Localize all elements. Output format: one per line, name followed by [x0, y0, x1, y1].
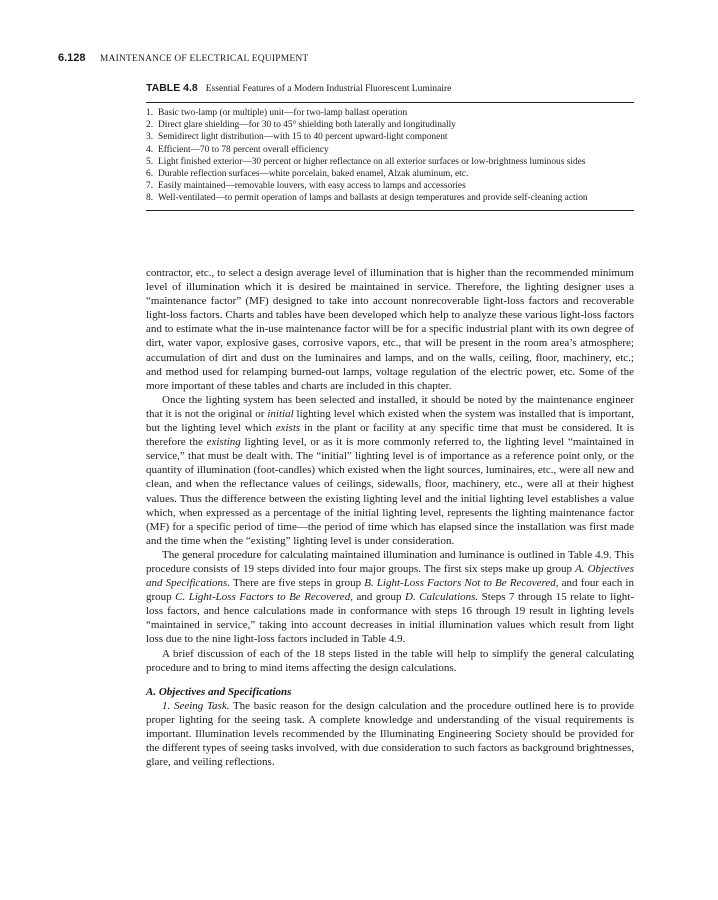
list-item: [146, 168, 634, 180]
paragraph: 1. Seeing Task. The basic reason for the design calculation and the procedure outlined here is to provide proper lighting for the seeing task. A complete knowledge and understanding of the visual requirements is important. Illumination levels recommended by the Illuminating Engineering Society should be provided for the different types of seeing tasks involved, with due consideration to such factors as background brightnesses, glare, and veiling reflections.: [146, 699, 634, 769]
item-number: 1.: [146, 108, 154, 118]
item-text: Light finished exterior—30 percent or higher reflectance on all exterior surfaces or low-brightness luminous sides: [158, 156, 586, 167]
table-4-8: [146, 82, 634, 211]
item-text: Direct glare shielding—for 30 to 45° shielding both laterally and longitudinally: [158, 120, 456, 131]
item-number: 4.: [146, 144, 154, 155]
item-text: Efficient—70 to 78 percent overall efficiency: [158, 144, 329, 155]
list-item: [146, 156, 634, 168]
list-item: [146, 144, 634, 156]
page-number: 6.128: [58, 52, 86, 64]
table-bottom-rule: [146, 210, 634, 211]
item-text: Basic two-lamp (or multiple) unit—for two-lamp ballast operation: [158, 108, 408, 118]
item-text: Easily maintained—removable louvers, with easy access to lamps and accessories: [158, 181, 466, 192]
item-number: 7.: [146, 181, 154, 192]
table-title: Essential Features of a Modern Industrial Fluorescent Luminaire: [205, 84, 452, 94]
section-heading: A. Objectives and Specifications: [146, 685, 292, 698]
paragraph: contractor, etc., to select a design average level of illumination that is higher than the recommended minimum level of illumination which it is desired be maintained in service. Therefore, the lighting designer uses a “maintenance factor” (MF) designed to take into account nonrecoverable light-loss factors and recoverable light-loss factors. Charts and tables have been developed which help to analyze these various light-loss factors and to estimate what the in-use maintenance factor will be for a specific industrial plant with its own degree of dirt, water vapor, explosive gases, corrosive vapors, etc., that will be present in the room area’s atmosphere; accumulation of dirt and dust on the luminaires and lamps, and on the walls, ceiling, floor, machinery, etc.; and method used for relamping burned-out lamps, voltage regulation of the electric power, etc. Some of the more important of these tables and charts are included in this chapter.: [146, 267, 634, 392]
list-item: [146, 180, 634, 192]
item-number: 5.: [146, 156, 154, 167]
item-number: 6.: [146, 169, 154, 180]
item-text: Durable reflection surfaces—white porcelain, baked enamel, Alzak aluminum, etc.: [158, 169, 469, 180]
table-caption: [146, 82, 634, 94]
feature-list: [146, 107, 634, 205]
list-item: [146, 119, 634, 131]
body-text: [146, 266, 634, 769]
item-text: Semidirect light distribution—with 15 to 40 percent upward-light component: [158, 132, 448, 143]
list-item: [146, 131, 634, 143]
item-text: Well-ventilated—to permit operation of lamps and ballasts at design temperatures and provide self-cleaning action: [158, 193, 588, 204]
list-item: [146, 192, 634, 204]
item-number: 2.: [146, 120, 154, 131]
paragraph: Once the lighting system has been selected and installed, it should be noted by the maintenance engineer that it is not the original or initial lighting level which existed when the system was installed that is important, but the lighting level which exists in the plant or facility at any specific time that must be considered. It is therefore the existing lighting level, or as it is more commonly referred to, the lighting level “maintained in service,” that must be dealt with. The “initial” lighting level is of importance as a reference point only, or the quantity of illumination (foot-candles) which existed when the light sources, luminaires, etc., were all new and clean, and when the reflectance values of ceilings, sidewalls, floor, machinery, etc., were all at their highest values. Thus the difference between the existing lighting level and the initial lighting level establishes a value which, when expressed as a percentage of the initial lighting level, represents the lighting maintenance factor (MF) for a specific period of time—the period of time which has elapsed since the installation was first made and the time when the “existing” lighting level is under consideration.: [146, 393, 634, 547]
paragraph: The general procedure for calculating maintained illumination and luminance is outlined in Table 4.9. This procedure consists of 19 steps divided into four major groups. The first six steps make up group A. Objectives and Specifications. There are five steps in group B. Light-Loss Factors Not to Be Recovered, and four each in group C. Light-Loss Factors to Be Recovered, and group D. Calculations. Steps 7 through 15 relate to light-loss factors, and hence calculations made in conformance with steps 16 through 19 result in lighting levels “maintained in service,” taking into account decreases in initial illumination values which result from light loss due to the nine light-loss factors included in Table 4.9.: [146, 548, 635, 646]
item-number: 8.: [146, 193, 154, 204]
running-title: MAINTENANCE OF ELECTRICAL EQUIPMENT: [99, 54, 309, 64]
subheading: 1. Seeing Task.: [162, 699, 230, 712]
page-header: [58, 52, 658, 64]
paragraph: A brief discussion of each of the 18 steps listed in the table will help to simplify the general calculating procedure and to bring to mind items affecting the design calculations.: [146, 647, 634, 674]
table-label: TABLE 4.8: [146, 82, 198, 94]
item-number: 3.: [146, 132, 154, 143]
table-top-rule: [146, 102, 634, 103]
list-item: [146, 107, 634, 119]
